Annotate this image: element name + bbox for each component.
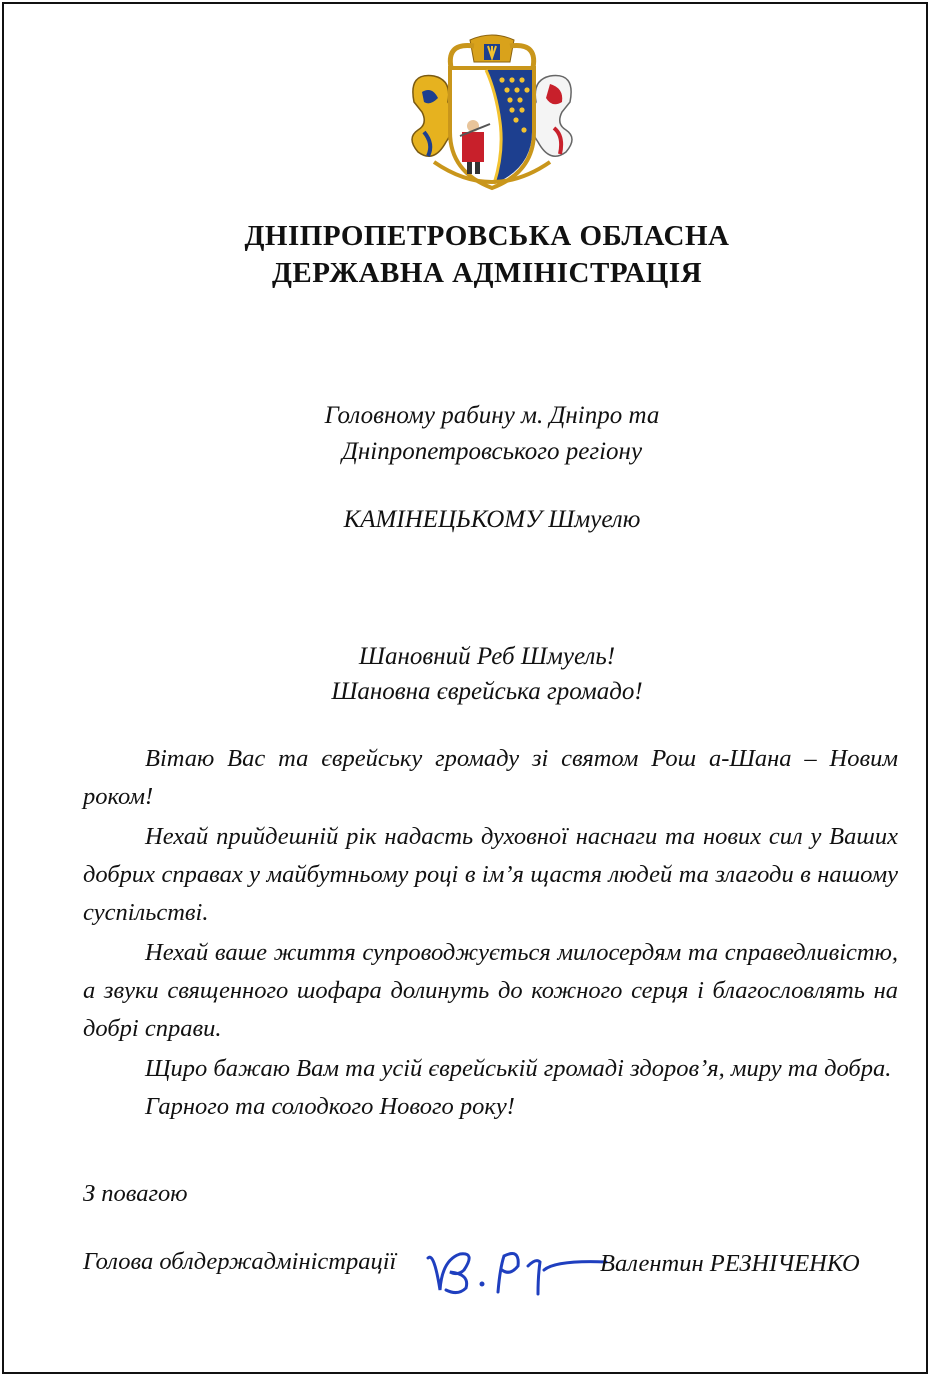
addressee-name: КАМІНЕЦЬКОМУ Шмуелю — [343, 506, 641, 533]
handwritten-signature — [420, 1240, 610, 1300]
organization-name-line1: ДНІПРОПЕТРОВСЬКА ОБЛАСНА — [244, 220, 730, 252]
coat-of-arms-icon — [404, 32, 580, 192]
signer-name: Валентин РЕЗНІЧЕНКО — [600, 1250, 860, 1277]
letter-paragraph: Гарного та солодкого Нового року! — [145, 1093, 515, 1120]
salutation-line1: Шановний Реб Шмуель! — [358, 643, 616, 670]
closing-regards: З повагою — [83, 1180, 188, 1207]
organization-name-line2: ДЕРЖАВНА АДМІНІСТРАЦІЯ — [271, 257, 703, 289]
letter-paragraph: Нехай прийдешній рік надасть духовної наснаги та нових сил у Ваших добрих справах у майбутньому році в ім’я щастя людей та злагоди в нашому суспільстві. — [83, 823, 898, 926]
signer-position: Голова облдержадміністрації — [83, 1248, 397, 1275]
addressee-line2: Дніпропетровського регіону — [341, 438, 643, 465]
letter-paragraph: Щиро бажаю Вам та усій єврейській громаді здоров’я, миру та добра. — [145, 1055, 892, 1082]
addressee-line1: Головному рабину м. Дніпро та — [324, 402, 660, 429]
letter-paragraph: Вітаю Вас та єврейську громаду зі святом Рош а-Шана – Новим роком! — [83, 745, 898, 810]
letter-paragraph: Нехай ваше життя супроводжується милосердям та справедливістю, а звуки священного шофара долинуть до кожного серця і благословлять на добрі справи. — [83, 939, 898, 1042]
salutation-line2: Шановна єврейська громадо! — [331, 678, 643, 705]
